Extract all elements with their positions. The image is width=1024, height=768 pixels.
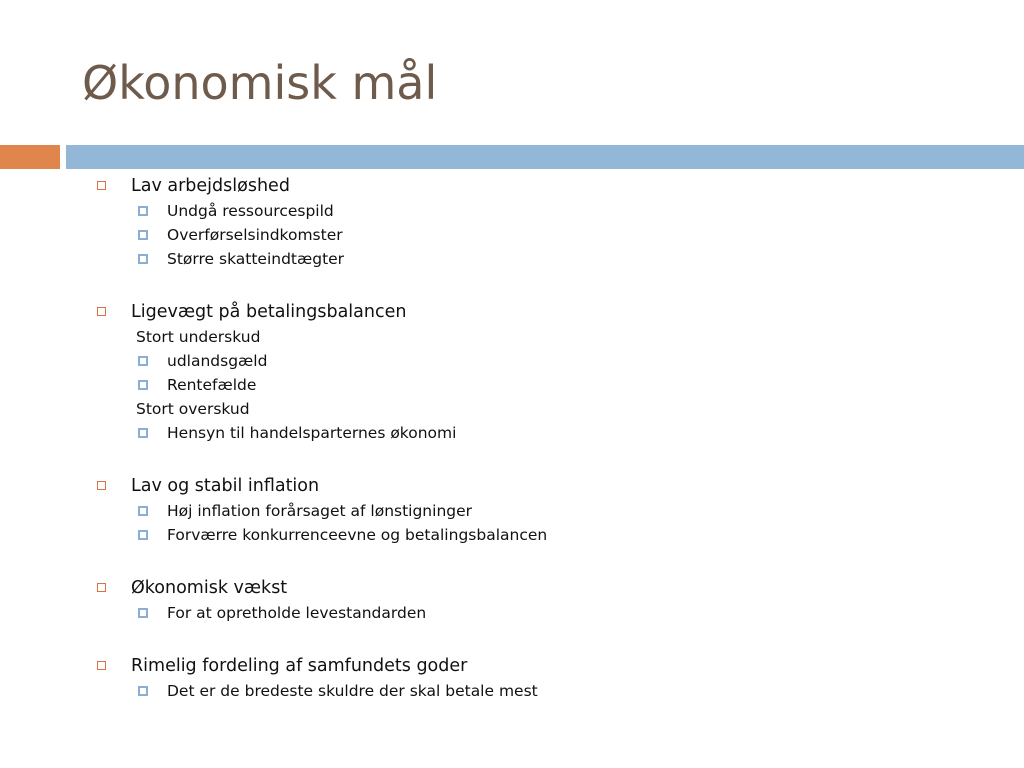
square-bullet-icon [138, 230, 148, 240]
square-bullet-icon [138, 206, 148, 216]
square-bullet-icon [138, 428, 148, 438]
sub-heading-text: Stort overskud [136, 400, 250, 418]
bullet-lav-stabil-inflation: Lav og stabil inflation [0, 473, 1024, 499]
sub-bullet: Større skatteindtægter [0, 247, 1024, 271]
bullet-okonomisk-vaekst: Økonomisk vækst [0, 575, 1024, 601]
sub-bullet: Forværre konkurrenceevne og betalingsbalancen [0, 523, 1024, 547]
square-bullet-icon [138, 254, 148, 264]
sub-bullet: Overførselsindkomster [0, 223, 1024, 247]
sub-bullet: Det er de bredeste skuldre der skal betale mest [0, 679, 1024, 703]
square-bullet-icon [138, 530, 148, 540]
sub-bullet: Undgå ressourcespild [0, 199, 1024, 223]
sub-heading-text: Stort underskud [136, 328, 261, 346]
bullet-lav-arbejdsloshed: Lav arbejdsløshed [0, 173, 1024, 199]
sub-bullet: udlandsgæld [0, 349, 1024, 373]
square-bullet-icon [97, 307, 106, 316]
sub-bullet: For at opretholde levestandarden [0, 601, 1024, 625]
accent-bar-orange [0, 145, 60, 169]
square-bullet-icon [97, 481, 106, 490]
square-bullet-icon [138, 380, 148, 390]
square-bullet-icon [138, 608, 148, 618]
square-bullet-icon [97, 181, 106, 190]
accent-bar-blue [66, 145, 1024, 169]
sub-bullet: Rentefælde [0, 373, 1024, 397]
square-bullet-icon [97, 583, 106, 592]
square-bullet-icon [97, 661, 106, 670]
square-bullet-icon [138, 506, 148, 516]
bullet-list [0, 173, 1024, 703]
square-bullet-icon [138, 356, 148, 366]
bullet-rimelig-fordeling: Rimelig fordeling af samfundets goder [0, 653, 1024, 679]
slide-title: Økonomisk mål [82, 56, 438, 110]
square-bullet-icon [138, 686, 148, 696]
sub-bullet: Hensyn til handelsparternes økonomi [0, 421, 1024, 445]
sub-bullet: Høj inflation forårsaget af lønstigninger [0, 499, 1024, 523]
bullet-ligevaegt-betalingsbalancen: Ligevægt på betalingsbalancen [0, 299, 1024, 325]
